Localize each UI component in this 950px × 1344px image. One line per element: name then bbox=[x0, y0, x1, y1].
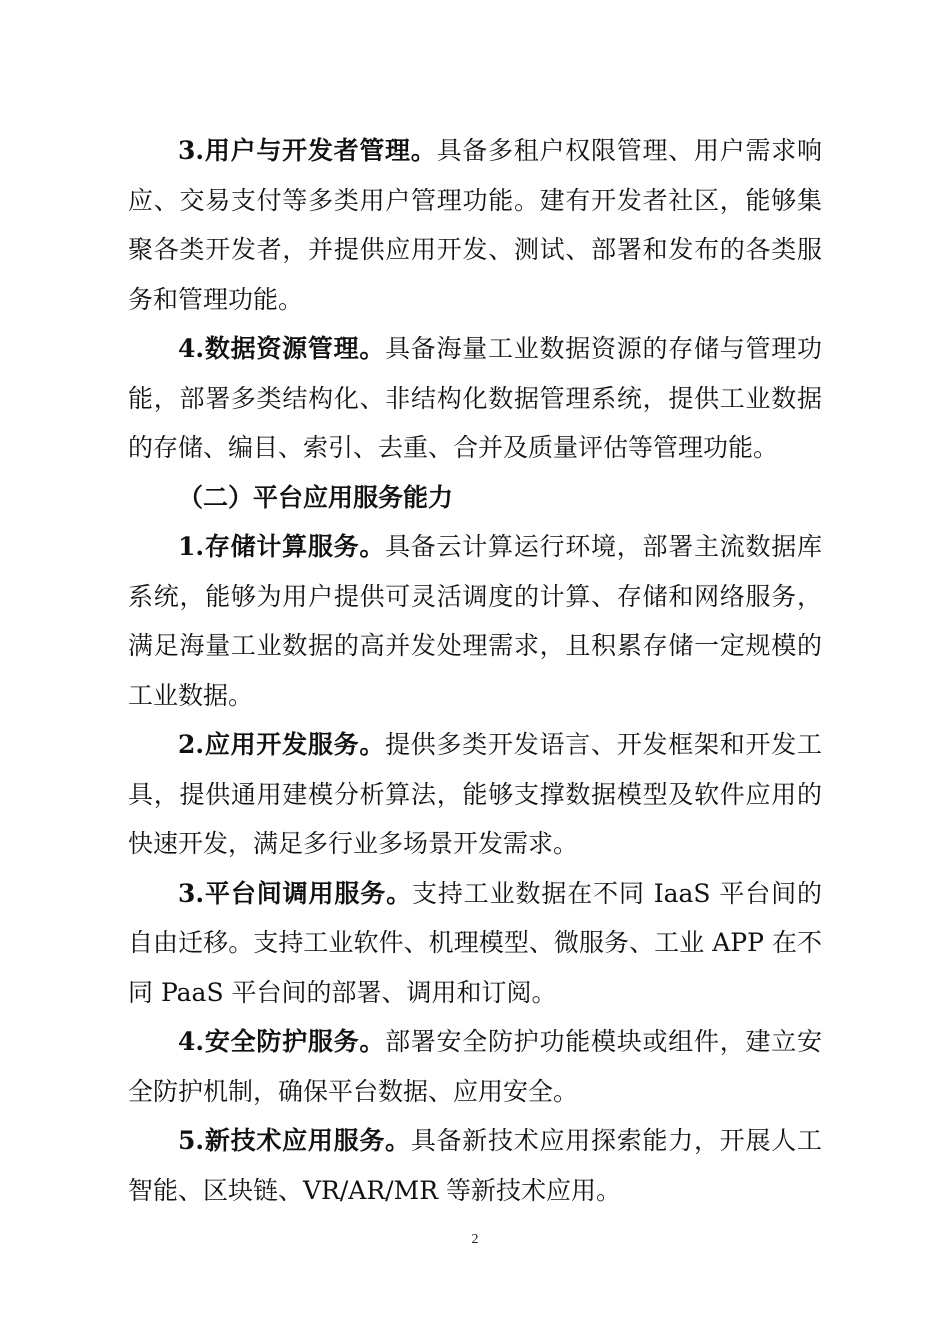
paragraph-user-developer-management bbox=[128, 126, 822, 324]
paragraph-storage-compute-service bbox=[128, 522, 822, 720]
page-number: 2 bbox=[471, 1232, 479, 1247]
paragraph-app-development-service bbox=[128, 720, 822, 869]
paragraph-title: 1.存储计算服务。 bbox=[178, 532, 386, 561]
paragraph-text: 支持工业数据在不同 IaaS 平台间的自由迁移。支持工业软件、机理模型、微服务、工业 APP 在不同 PaaS 平台间的部署、调用和订阅。 bbox=[128, 878, 822, 1007]
paragraph-new-tech-service bbox=[128, 1116, 822, 1215]
paragraph-text: 部署安全防护功能模块或组件，建立安全防护机制，确保平台数据、应用安全。 bbox=[128, 1027, 822, 1106]
paragraph-title: 4.安全防护服务。 bbox=[178, 1027, 386, 1056]
paragraph-title: 4.数据资源管理。 bbox=[178, 334, 386, 363]
paragraph-text: 具备新技术应用探索能力，开展人工智能、区块链、VR/AR/MR 等新技术应用。 bbox=[128, 1126, 822, 1205]
paragraph-security-service bbox=[128, 1017, 822, 1116]
paragraph-title: 3.用户与开发者管理。 bbox=[178, 136, 437, 165]
paragraph-text: 具备云计算运行环境，部署主流数据库系统，能够为用户提供可灵活调度的计算、存储和网络服务，满足海量工业数据的高并发处理需求，且积累存储一定规模的工业数据。 bbox=[128, 532, 822, 710]
paragraph-cross-platform-service bbox=[128, 869, 822, 1018]
paragraph-title: 3.平台间调用服务。 bbox=[178, 878, 412, 908]
paragraph-title: 2.应用开发服务。 bbox=[178, 730, 386, 759]
paragraph-data-resource-management bbox=[128, 324, 822, 473]
paragraph-text: 具备多租户权限管理、用户需求响应、交易支付等多类用户管理功能。建有开发者社区，能够集聚各类开发者，并提供应用开发、测试、部署和发布的各类服务和管理功能。 bbox=[128, 136, 822, 314]
document-body bbox=[128, 126, 822, 1215]
paragraph-text: 具备海量工业数据资源的存储与管理功能，部署多类结构化、非结构化数据管理系统，提供工业数据的存储、编目、索引、去重、合并及质量评估等管理功能。 bbox=[128, 334, 822, 462]
section-heading: （二）平台应用服务能力 bbox=[178, 482, 454, 512]
paragraph-text: 提供多类开发语言、开发框架和开发工具，提供通用建模分析算法，能够支撑数据模型及软件应用的快速开发，满足多行业多场景开发需求。 bbox=[128, 730, 822, 858]
paragraph-title: 5.新技术应用服务。 bbox=[178, 1126, 411, 1155]
